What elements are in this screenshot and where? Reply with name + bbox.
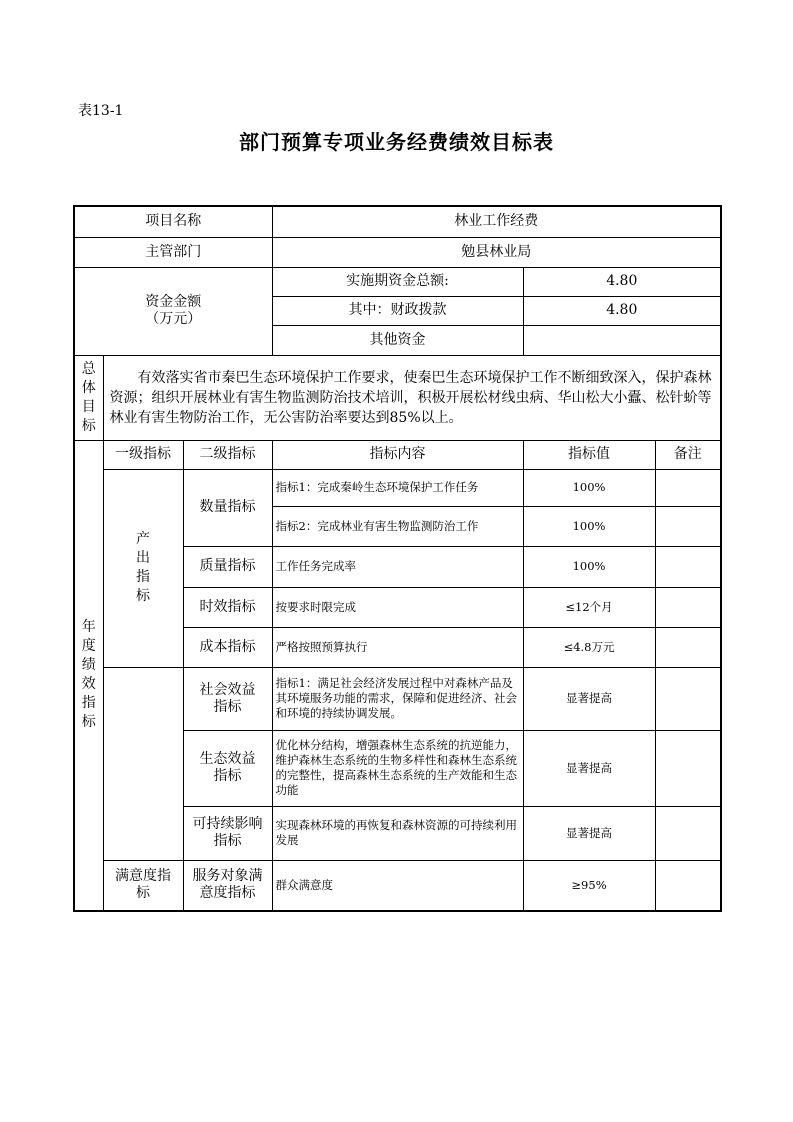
time-note [655,587,721,627]
table-row [74,860,721,911]
header-level2: 二级指标 [183,440,272,469]
performance-table [73,205,722,912]
social-content: 指标1：满足社会经济发展过程中对森林产品及其环境服务功能的需求，保障和促进经济、社会和环境的持续协调发展。 [272,667,523,730]
dept-value: 勉县林业局 [272,237,721,267]
table-row [74,469,721,506]
project-name-value: 林业工作经费 [272,206,721,237]
header-level1: 一级指标 [103,440,183,469]
q2-value: 100% [523,506,655,546]
funds-fiscal-value: 4.80 [523,296,721,325]
service-note [655,860,721,911]
q1-note [655,469,721,506]
header-value: 指标值 [523,440,655,469]
funds-total-value: 4.80 [523,267,721,296]
q1-content: 指标1：完成秦岭生态环境保护工作任务 [272,469,523,506]
funds-label: 资金金额 [145,294,202,310]
quality-value: 100% [523,546,655,587]
eco-label: 生态效益指标 [183,730,272,806]
satisfaction-label: 满意度指标 [103,860,183,911]
funds-label-cell [74,267,272,355]
social-note [655,667,721,730]
quality-label: 质量指标 [183,546,272,587]
social-value: 显著提高 [523,667,655,730]
time-value: ≤12个月 [523,587,655,627]
header-content: 指标内容 [272,440,523,469]
dept-label: 主管部门 [74,237,272,267]
service-content: 群众满意度 [272,860,523,911]
table-row [74,355,721,440]
quality-content: 工作任务完成率 [272,546,523,587]
eco-note [655,730,721,806]
time-content: 按要求时限完成 [272,587,523,627]
quality-note [655,546,721,587]
service-value: ≥95% [523,860,655,911]
funds-other-value [523,325,721,355]
sustain-label: 可持续影响指标 [183,806,272,860]
output-indicators-label: 产出指标 [103,469,183,667]
eco-value: 显著提高 [523,730,655,806]
eco-content: 优化林分结构，增强森林生态系统的抗逆能力，维护森林生态系统的生物多样性和森林生态系统的完整性，提高森林生态系统的生产效能和生态功能 [272,730,523,806]
service-label: 服务对象满意度指标 [183,860,272,911]
annual-indicators-label: 年度绩效指标 [74,440,103,911]
funds-total-label: 实施期资金总额: [272,267,523,296]
table-row [74,267,721,296]
table-row [74,667,721,730]
table-row [74,440,721,469]
overall-goal-label: 总体目标 [74,355,103,440]
page-title: 部门预算专项业务经费绩效目标表 [239,130,554,154]
time-label: 时效指标 [183,587,272,627]
cost-label: 成本指标 [183,627,272,667]
overall-goal-text: 有效落实省市秦巴生态环境保护工作要求，使秦巴生态环境保护工作不断细致深入，保护森林资源；组织开展林业有害生物监测防治技术培训，积极开展松材线虫病、华山松大小蠹、松针蚧等林业有害生物防治工作，无公害防治率要达到85%以上。 [103,355,721,440]
funds-other-label: 其他资金 [272,325,523,355]
q1-value: 100% [523,469,655,506]
sustain-note [655,806,721,860]
header-note: 备注 [655,440,721,469]
effect-indicators-blank [103,667,183,860]
q2-content: 指标2：完成林业有害生物监测防治工作 [272,506,523,546]
quantity-label: 数量指标 [183,469,272,546]
table-row [74,206,721,237]
funds-fiscal-label: 其中：财政拨款 [272,296,523,325]
q2-note [655,506,721,546]
project-name-label: 项目名称 [74,206,272,237]
cost-value: ≤4.8万元 [523,627,655,667]
cost-content: 严格按照预算执行 [272,627,523,667]
document-code: 表13-1 [78,103,124,119]
table-row [74,237,721,267]
sustain-content: 实现森林环境的再恢复和森林资源的可持续利用发展 [272,806,523,860]
sustain-value: 显著提高 [523,806,655,860]
funds-unit: （万元） [145,311,202,327]
social-label: 社会效益指标 [183,667,272,730]
cost-note [655,627,721,667]
